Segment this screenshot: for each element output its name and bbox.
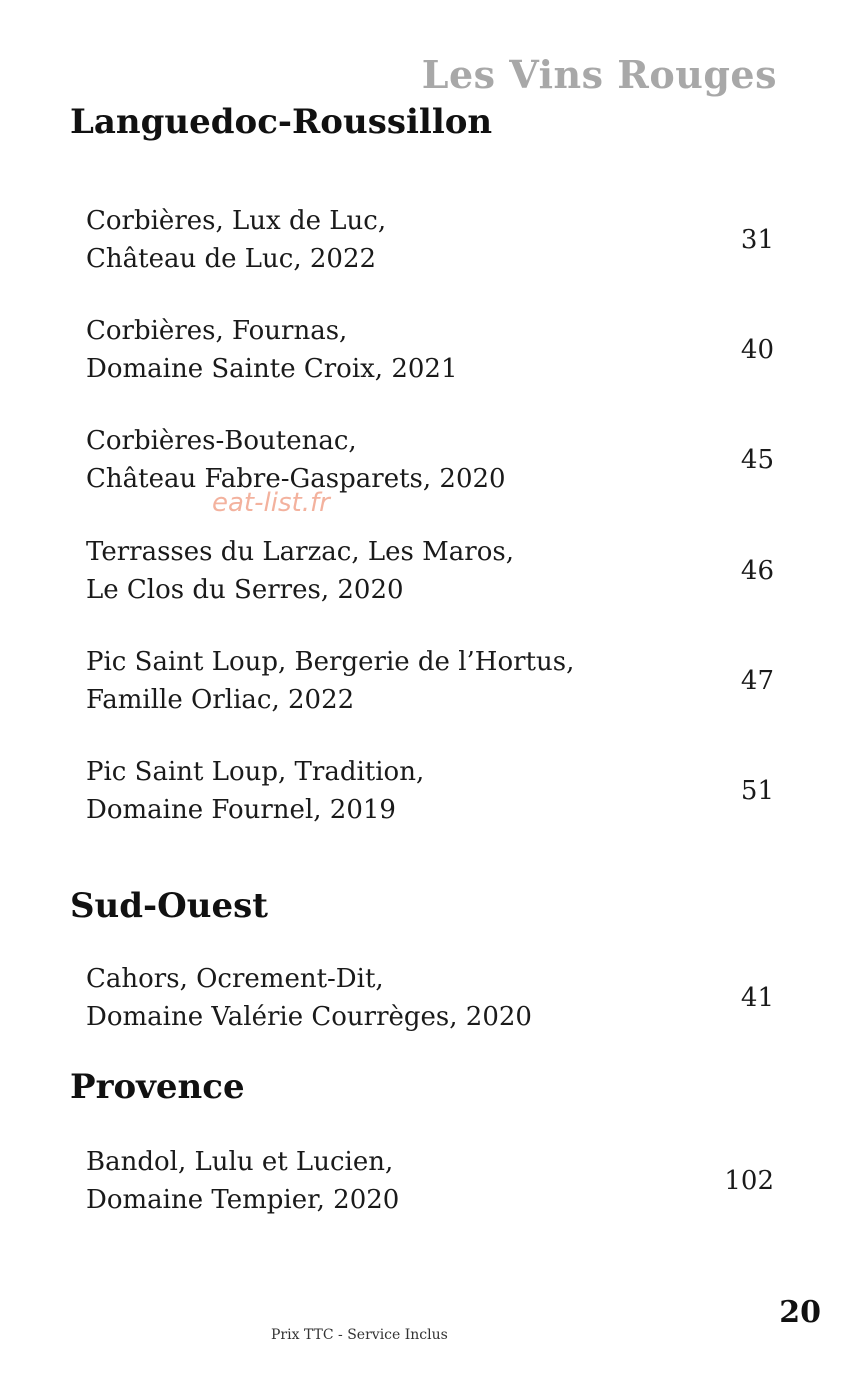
wine-price: 51 <box>740 776 774 806</box>
wine-price: 47 <box>740 666 774 696</box>
wine-name <box>86 312 686 388</box>
footer-note: Prix TTC - Service Inclus <box>271 1327 448 1343</box>
section-title-languedoc-roussillon: Languedoc-Roussillon <box>70 102 493 142</box>
wine-producer: Domaine Fournel, 2019 <box>86 795 396 825</box>
wine-appellation: Pic Saint Loup, Tradition, <box>86 757 425 787</box>
wine-price: 102 <box>724 1166 774 1196</box>
wine-price: 31 <box>740 225 774 255</box>
wine-producer: Château Fabre-Gasparets, 2020 <box>86 464 506 494</box>
wine-name <box>86 643 686 719</box>
wine-producer: Famille Orliac, 2022 <box>86 685 355 715</box>
wine-item <box>86 643 786 719</box>
wine-appellation: Cahors, Ocrement-Dit, <box>86 964 384 994</box>
wine-item <box>86 960 786 1036</box>
wine-price: 45 <box>740 445 774 475</box>
wine-producer: Le Clos du Serres, 2020 <box>86 575 404 605</box>
section-title-provence: Provence <box>70 1067 245 1107</box>
wine-item <box>86 312 786 388</box>
wine-item <box>86 422 786 498</box>
wine-appellation: Corbières, Lux de Luc, <box>86 206 387 236</box>
wine-appellation: Pic Saint Loup, Bergerie de l’Hortus, <box>86 647 575 677</box>
wine-name <box>86 1143 686 1219</box>
wine-producer: Château de Luc, 2022 <box>86 244 377 274</box>
wine-price: 46 <box>740 556 774 586</box>
wine-producer: Domaine Tempier, 2020 <box>86 1185 400 1215</box>
wine-appellation: Corbières-Boutenac, <box>86 426 357 456</box>
wine-item <box>86 202 786 278</box>
wine-name <box>86 202 686 278</box>
wine-item <box>86 533 786 609</box>
section-title-sud-ouest: Sud-Ouest <box>70 886 268 926</box>
wine-name <box>86 533 686 609</box>
wine-name <box>86 422 686 498</box>
wine-appellation: Corbières, Fournas, <box>86 316 348 346</box>
wine-item <box>86 1143 786 1219</box>
wine-item <box>86 753 786 829</box>
wine-price: 41 <box>740 983 774 1013</box>
wine-producer: Domaine Valérie Courrèges, 2020 <box>86 1002 532 1032</box>
wine-producer: Domaine Sainte Croix, 2021 <box>86 354 458 384</box>
wine-name <box>86 753 686 829</box>
wine-appellation: Terrasses du Larzac, Les Maros, <box>86 537 514 567</box>
page-number: 20 <box>779 1295 821 1330</box>
wine-price: 40 <box>740 335 774 365</box>
watermark-text: eat-list.fr <box>212 488 330 518</box>
wine-name <box>86 960 686 1036</box>
page-title: Les Vins Rouges <box>421 52 777 97</box>
wine-appellation: Bandol, Lulu et Lucien, <box>86 1147 394 1177</box>
